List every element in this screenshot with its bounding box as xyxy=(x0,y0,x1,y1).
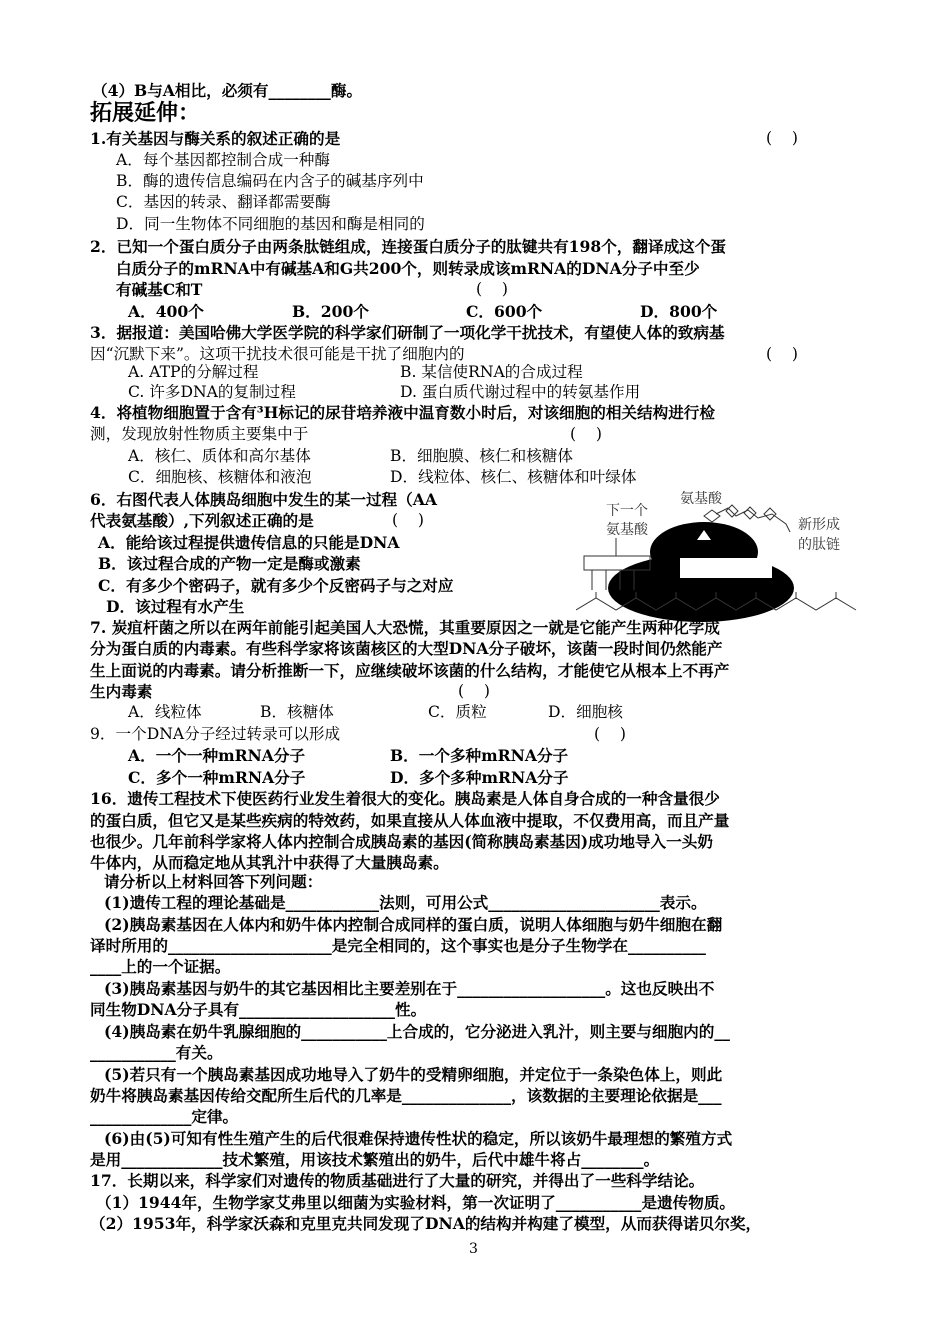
page-number: 3 xyxy=(469,1241,478,1257)
q16-part-2-line-3: ____上的一个证据。 xyxy=(90,957,231,976)
attached-amino-acid xyxy=(704,510,720,522)
label-amino-acid: 氨基酸 xyxy=(680,491,722,507)
q3-option-d: D. 蛋白质代谢过程中的转氨基作用 xyxy=(400,383,641,401)
q9-option-d: D．多个多种mRNA分子 xyxy=(390,768,569,787)
q16-part-4-line-1: (4)胰岛素在奶牛乳腺细胞的___________上合成的，它分泌进入乳汁，则主要与细胞内的__ xyxy=(104,1022,730,1041)
q16-stem-4: 牛体内，从而稳定地从其乳汁中获得了大量胰岛素。 xyxy=(90,853,449,872)
q7-stem-3: 生上面说的内毒素。请分析推断一下，应继续破坏该菌的什么结构，才能使它从根本上不再产 xyxy=(90,661,730,680)
q4-option-a: A．核仁、质体和高尔基体 xyxy=(128,447,311,465)
q4-answer-blank: ( ) xyxy=(570,425,602,443)
q16-stem-2: 的蛋白质，但它又是某些疾病的特效药，如果直接从人体血液中提取，不仅费用高，而且产量 xyxy=(90,811,730,830)
q7-option-b: B．核糖体 xyxy=(260,703,334,721)
q4-option-b: B．细胞膜、核仁和核糖体 xyxy=(390,447,573,465)
q6-option-a: A．能给该过程提供遗传信息的只能是DNA xyxy=(98,533,400,552)
q9-answer-blank: ( ) xyxy=(594,725,626,743)
q3-option-c: C. 许多DNA的复制过程 xyxy=(128,383,296,401)
q2-stem-3: 有碱基C和T xyxy=(116,280,203,299)
q7-stem-1: 7. 炭疽杆菌之所以在两年前能引起美国人大恐慌，其重要原因之一就是它能产生两种化学成 xyxy=(90,618,720,637)
section-heading: 拓展延伸： xyxy=(90,100,201,126)
q6-option-b: B．该过程合成的产物一定是酶或激素 xyxy=(98,554,361,573)
q9-stem: 9．一个DNA分子经过转录可以形成 xyxy=(90,725,341,743)
q2-option-d: D．800个 xyxy=(640,302,718,321)
q2-option-c: C．600个 xyxy=(466,302,543,321)
label-new-chain-1: 新形成 xyxy=(798,517,840,533)
q2-stem-1: 2．已知一个蛋白质分子由两条肽链组成，连接蛋白质分子的肽键共有198个，翻译成这个蛋 xyxy=(90,237,726,256)
q1-answer-blank: ( ) xyxy=(766,129,798,147)
q16-stem-1: 16．遗传工程技术下使医药行业发生着很大的变化。胰岛素是人体自身合成的一种含量很少 xyxy=(90,789,720,808)
q16-part-5-line-3: _____________定律。 xyxy=(90,1107,239,1126)
q16-instruction: 请分析以上材料回答下列问题： xyxy=(104,872,323,891)
q3-stem-1: 3．据报道：美国哈佛大学医学院的科学家们研制了一项化学干扰技术，有望使人体的致病基 xyxy=(90,323,725,342)
q7-answer-blank: ( ) xyxy=(458,682,490,700)
q3-option-b: B. 某信使RNA的合成过程 xyxy=(400,363,583,381)
translation-diagram xyxy=(576,484,866,622)
q16-stem-3: 也很少。几年前科学家将人体内控制合成胰岛素的基因(简称胰岛素基因)成功地导入一头奶 xyxy=(90,832,713,851)
q6-stem-2: 代表氨基酸）,下列叙述正确的是 xyxy=(90,511,314,530)
q4-stem-2: 测，发现放射性物质主要集中于 xyxy=(90,425,309,443)
ribosome-window xyxy=(680,558,772,578)
q9-option-c: C．多个一种mRNA分子 xyxy=(128,768,306,787)
q3-answer-blank: ( ) xyxy=(766,345,798,363)
q1-option-d: D．同一生物体不同细胞的基因和酶是相同的 xyxy=(116,215,425,233)
q7-option-c: C．质粒 xyxy=(428,703,487,721)
q2-answer-blank: ( ) xyxy=(476,280,508,298)
q9-option-b: B．一个多种mRNA分子 xyxy=(390,746,569,765)
q17-stem: 17．长期以来，科学家们对遗传的物质基础进行了大量的研究，并得出了一些科学结论。 xyxy=(90,1171,705,1190)
q16-part-3-line-2: 同生物DNA分子具有____________________性。 xyxy=(90,1000,427,1019)
q17-part-1: （1）1944年，生物学家艾弗里以细菌为实验材料，第一次证明了___________是遗传物质。 xyxy=(96,1193,736,1212)
q6-option-c: C．有多少个密码子，就有多少个反密码子与之对应 xyxy=(98,576,454,595)
q16-part-4-line-2: ___________有关。 xyxy=(90,1043,223,1062)
q1-option-b: B．酶的遗传信息编码在内含子的碱基序列中 xyxy=(116,172,424,190)
q-prev-4: （4）B与A相比，必须有________酶。 xyxy=(92,81,363,100)
q6-stem-1: 6．右图代表人体胰岛细胞中发生的某一过程（AA xyxy=(90,490,437,509)
q1-option-a: A．每个基因都控制合成一种酶 xyxy=(116,151,330,169)
q3-option-a: A. ATP的分解过程 xyxy=(128,363,259,381)
q16-part-5-line-1: (5)若只有一个胰岛素基因成功地导入了奶牛的受精卵细胞，并定位于一条染色体上，则此 xyxy=(104,1065,723,1084)
label-new-chain-2: 的肽链 xyxy=(798,537,840,553)
q4-option-d: D．线粒体、核仁、核糖体和叶绿体 xyxy=(390,468,637,486)
q17-part-2: （2）1953年，科学家沃森和克里克共同发现了DNA的结构并构建了模型，从而获得诺贝尔奖， xyxy=(90,1214,762,1233)
label-next-amino-acid-1: 下一个 xyxy=(606,503,648,519)
q1-option-c: C．基因的转录、翻译都需要酶 xyxy=(116,193,331,211)
q6-answer-blank: ( ) xyxy=(392,511,424,529)
q16-part-6-line-1: (6)由(5)可知有性生殖产生的后代很难保持遗传性状的稳定，所以该奶牛最理想的繁殖方式 xyxy=(104,1129,733,1148)
q7-stem-2: 分为蛋白质的内毒素。有些科学家将该菌核区的大型DNA分子破坏，该菌一段时间仍然能产 xyxy=(90,639,723,658)
label-next-amino-acid-2: 氨基酸 xyxy=(606,522,648,538)
q16-part-3-line-1: (3)胰岛素基因与奶牛的其它基因相比主要差别在于___________________。这也反映出不 xyxy=(104,979,715,998)
q16-part-5-line-2: 奶牛将胰岛素基因传给交配所生后代的几率是______________，该数据的主要理论依据是___ xyxy=(90,1086,722,1105)
q1-stem: 1.有关基因与酶关系的叙述正确的是 xyxy=(90,129,341,148)
q7-option-d: D．细胞核 xyxy=(548,703,623,721)
q6-option-d: D．该过程有水产生 xyxy=(106,597,245,616)
q2-stem-2: 白质分子的mRNA中有碱基A和G共200个，则转录成该mRNA的DNA分子中至少 xyxy=(116,259,700,278)
q3-stem-2: 因“沉默下来”。这项干扰技术很可能是干扰了细胞内的 xyxy=(90,345,465,363)
q9-option-a: A．一个一种mRNA分子 xyxy=(128,746,306,765)
q7-option-a: A．线粒体 xyxy=(128,703,202,721)
q4-stem-1: 4．将植物细胞置于含有³H标记的尿苷培养液中温育数小时后，对该细胞的相关结构进行检 xyxy=(90,403,715,422)
q4-option-c: C．细胞核、核糖体和液泡 xyxy=(128,468,312,486)
q16-part-1: (1)遗传工程的理论基础是____________法则，可用公式______________________表示。 xyxy=(104,893,707,912)
q16-part-2-line-2: 译时所用的_____________________是完全相同的，这个事实也是分子生物学在__________ xyxy=(90,936,706,955)
q16-part-6-line-2: 是用_____________技术繁殖，用该技术繁殖出的奶牛，后代中雄牛将占________。 xyxy=(90,1150,660,1169)
q16-part-2-line-1: (2)胰岛素基因在人体内和奶牛体内控制合成同样的蛋白质，说明人体细胞与奶牛细胞在翻 xyxy=(104,915,723,934)
q7-stem-4: 生内毒素 xyxy=(90,682,153,701)
q2-option-a: A．400个 xyxy=(128,302,204,321)
q2-option-b: B．200个 xyxy=(292,302,369,321)
